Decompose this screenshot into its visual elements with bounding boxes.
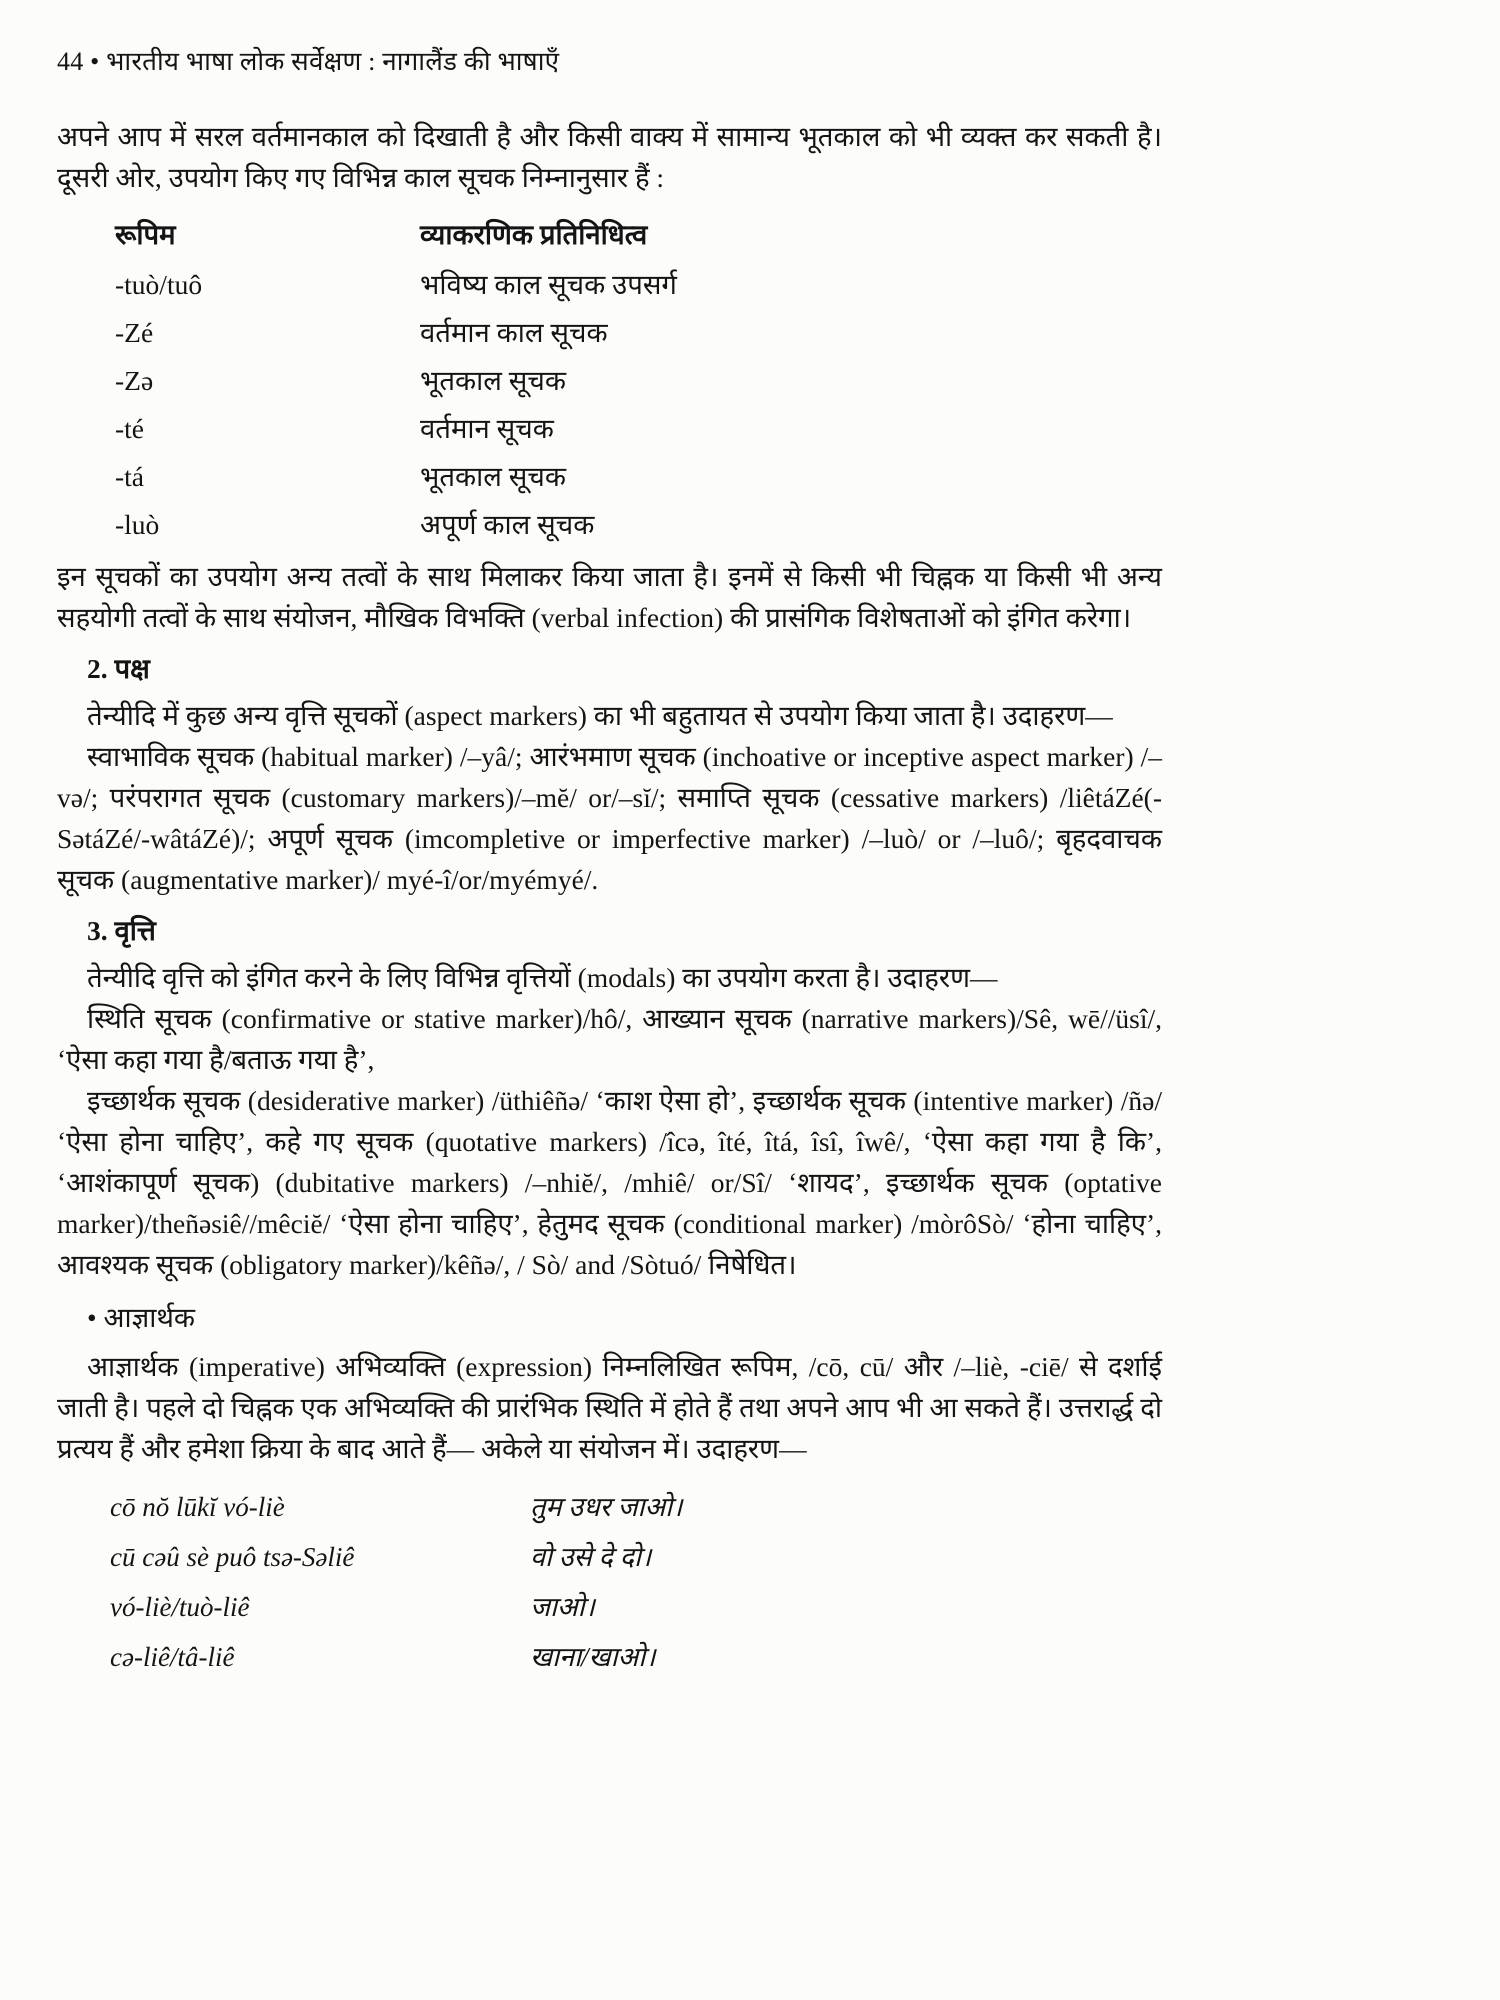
para-section2-markers: स्वाभाविक सूचक (habitual marker) /–yâ/; आरंभमाण सूचक (inchoative or inceptive aspect marker) /–və/; परंपरागत सूचक (customary markers)/–mĕ/ or/–sĭ/; समाप्ति सूचक (cessative markers) /liêtáZé(-SətáZé/-wâtáZé)/; अपूर्ण सूचक (imcompletive or imperfective marker) /–luò/ or /–luô/; बृहदवाचक सूचक (augmentative marker)/ myé-î/or/myémyé/. xyxy=(57,741,1162,895)
morpheme-cell: -luò xyxy=(115,509,160,540)
para-section3-stative: स्थिति सूचक (confirmative or stative marker)/hô/, आख्यान सूचक (narrative markers)/Sê, wē//üsî/, ‘ऐसा कहा गया है/बताऊ गया है’, xyxy=(57,1003,1162,1075)
page-content xyxy=(57,116,1162,1674)
morpheme-cell: -Zé xyxy=(115,317,154,348)
example-translation: वो उसे दे दो। xyxy=(530,1542,652,1572)
example-phonetic: cə-liê/tâ-liê xyxy=(110,1642,235,1672)
para-imperative: आज्ञार्थक (imperative) अभिव्यक्ति (expression) निम्नलिखित रूपिम, /cō, cū/ और /–liè, -ciē/ से दर्शाई जाती है। पहले दो चिह्नक एक अभिव्यक्ति की प्रारंभिक स्थिति में होते हैं तथा अपने आप भी आ सकते हैं। उत्तरार्द्ध दो प्रत्यय हैं और हमेशा क्रिया के बाद आते हैं— अकेले या संयोजन में। उदाहरण— xyxy=(57,1351,1162,1464)
section-3-heading: 3. वृत्ति xyxy=(87,915,156,946)
para-section3-modals: इच्छार्थक सूचक (desiderative marker) /üthiêñə/ ‘काश ऐसा हो’, इच्छार्थक सूचक (intentive marker) /ñə/ ‘ऐसा होना चाहिए’, कहे गए सूचक (quotative markers) /îcə, îté, îtá, îsî, îwê/, ‘ऐसा कहा गया है कि’, ‘आशंकापूर्ण सूचक) (dubitative markers) /–nhiĕ/, /mhiê/ or/Sî/ ‘शायद’, इच्छार्थक सूचक (optative marker)/theñəsiê//mêciĕ/ ‘ऐसा होना चाहिए’, हेतुमद सूचक (conditional marker) /mòrôSò/ ‘होना चाहिए’, आवश्यक सूचक (obligatory marker)/kêñə/, / Sò/ and /Sòtuó/ निषेधित। xyxy=(57,1085,1162,1280)
example-list xyxy=(110,1491,1162,1674)
representation-cell: भूतकाल सूचक xyxy=(420,461,566,492)
morpheme-table-header-row xyxy=(115,218,1162,251)
para-intro: अपने आप में सरल वर्तमानकाल को दिखाती है और किसी वाक्य में सामान्य भूतकाल को भी व्यक्त कर सकती है। दूसरी ओर, उपयोग किए गए विभिन्न काल सूचक निम्नानुसार हैं : xyxy=(57,121,1162,193)
example-phonetic: vó-liè/tuò-liê xyxy=(110,1592,250,1622)
running-header: 44 • भारतीय भाषा लोक सर्वेक्षण : नागालैंड की भाषाएँ xyxy=(57,47,560,76)
table-row xyxy=(115,460,1162,493)
table-row xyxy=(115,316,1162,349)
representation-cell: वर्तमान सूचक xyxy=(420,413,554,444)
representation-cell: अपूर्ण काल सूचक xyxy=(420,509,595,540)
morpheme-cell: -Zə xyxy=(115,365,154,396)
example-translation: जाओ। xyxy=(530,1592,595,1622)
para-after-table: इन सूचकों का उपयोग अन्य तत्वों के साथ मिलाकर किया जाता है। इनमें से किसी भी चिह्नक या किसी भी अन्य सहयोगी तत्वों के साथ संयोजन, मौखिक विभक्ति (verbal infection) की प्रासंगिक विशेषताओं को इंगित करेगा। xyxy=(57,561,1162,633)
morpheme-table xyxy=(115,218,1162,541)
para-section3-intro: तेन्यीदि वृत्ति को इंगित करने के लिए विभिन्न वृत्तियों (modals) का उपयोग करता है। उदाहरण— xyxy=(87,962,998,993)
table-row xyxy=(115,508,1162,541)
example-row xyxy=(110,1541,1162,1574)
morpheme-col-header: रूपिम xyxy=(115,219,176,250)
morpheme-cell: -tá xyxy=(115,461,145,492)
representation-col-header: व्याकरणिक प्रतिनिधित्व xyxy=(420,219,648,250)
representation-cell: वर्तमान काल सूचक xyxy=(420,317,608,348)
morpheme-cell: -té xyxy=(115,413,145,444)
table-row xyxy=(115,268,1162,301)
example-translation: तुम उधर जाओ। xyxy=(530,1492,683,1522)
example-row xyxy=(110,1641,1162,1674)
example-row xyxy=(110,1591,1162,1624)
representation-cell: भविष्य काल सूचक उपसर्ग xyxy=(420,269,677,300)
example-translation: खाना/खाओ। xyxy=(530,1642,656,1672)
para-section2-intro: तेन्यीदि में कुछ अन्य वृत्ति सूचकों (aspect markers) का भी बहुतायत से उपयोग किया जाता है। उदाहरण— xyxy=(87,700,1113,731)
table-row xyxy=(115,364,1162,397)
morpheme-cell: -tuò/tuô xyxy=(115,269,203,300)
example-row xyxy=(110,1491,1162,1524)
table-row xyxy=(115,412,1162,445)
imperative-bullet-heading: • आज्ञार्थक xyxy=(87,1302,196,1333)
section-2-heading: 2. पक्ष xyxy=(87,653,150,684)
example-phonetic: cū cəû sè puô tsə-Səliê xyxy=(110,1542,355,1572)
representation-cell: भूतकाल सूचक xyxy=(420,365,566,396)
example-phonetic: cō nŏ lūkĭ vó-liè xyxy=(110,1492,285,1522)
